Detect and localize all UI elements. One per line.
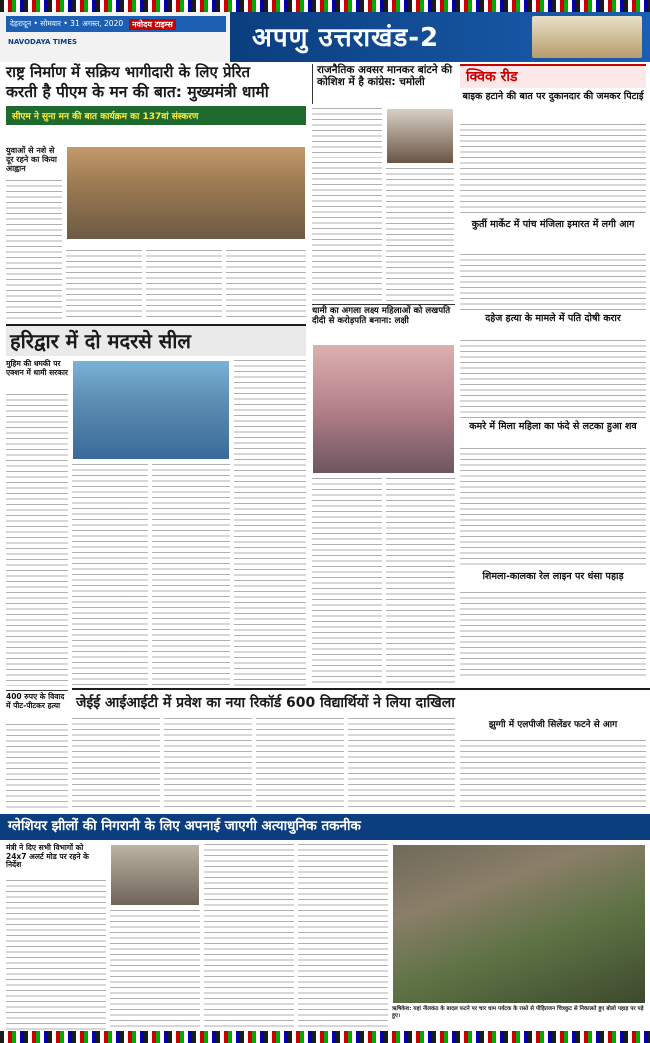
quick-body-4 [460,448,646,568]
lead-kicker: सीएम ने सुना मन की बात कार्यक्रम का 137वां संस्करण [6,106,306,125]
quick-body-6 [460,740,646,810]
quick-headline-6: झुग्गी में एलपीजी सिलेंडर फटने से आग [488,720,618,730]
politics-body-col2 [386,168,454,302]
top-color-bar [0,0,650,12]
madrasa-subhead-box [6,360,68,390]
lead-headline-2: करती है पीएम के मन की बात: मुख्यमंत्री धामी [6,83,269,102]
quick-item-5 [460,572,646,588]
quick-body-3 [460,340,646,418]
glacier-headline: ग्लेशियर झीलों की निगरानी के लिए अपनाई जाएगी अत्याधुनिक तकनीक [8,818,361,835]
lead-story [6,64,306,142]
politics-headline: राजनैतिक अवसर मानकर बांटने की कोशिश में है कांग्रेस: चमोली [317,64,453,89]
lead-body-col2 [146,250,222,320]
politics-body-col1b [312,162,382,302]
politics-portrait [386,108,454,164]
quick-headline-3: दहेज हत्या के मामले में पति दोषी करार [485,313,621,324]
dhami-goal-photo [312,344,455,474]
lead-photo-caption [66,242,306,247]
dhami-goal-headline: धामी का अगला लक्ष्य महिलाओं को लखपति दीदी से करोड़पति बनाना: लक्षी [312,306,451,326]
jee-headline: जेईई आईआईटी में प्रवेश का नया रिकॉर्ड 600 विद्यार्थियों ने लिया दाखिला [76,694,455,711]
dhami-goal-body-col2 [386,478,455,686]
quick-read-header [460,64,646,88]
lead-photo [66,146,306,240]
glacier-body-col3 [204,844,294,1030]
quick-body-1 [460,124,646,216]
temple-photo [532,16,642,58]
glacier-body-col4 [298,844,388,1030]
masthead-left [0,12,232,62]
jee-body-col3 [256,718,344,810]
madrasa-body-col3 [152,464,230,686]
jee-body-col1 [72,718,160,810]
glacier-subhead-box [6,844,106,876]
quick-item-4 [460,422,646,446]
madrasa-headline: हरिद्वार में दो मदरसे सील [10,328,191,353]
masthead [0,12,650,62]
quick-item-2 [460,220,646,250]
masthead-right [232,12,650,62]
quick-read-title: क्विक रीड [466,68,518,85]
glacier-subhead: मंत्री ने दिए सभी विभागों को 24x7 अलर्ट मोड पर रहने के निर्देश [6,843,89,870]
quick-item-6 [460,720,646,736]
murder-body [6,724,68,810]
politics-body-col1 [312,108,382,158]
quick-headline-4: कमरे में मिला महिला का फंदे से लटका हुआ शव [469,421,637,432]
youth-headline: युवाओं से नशे से दूर रहने का किया आह्वान [6,146,57,174]
quick-headline-5: शिमला-कालका रेल लाइन पर धंसा पहाड़ [482,571,624,582]
madrasa-photo [72,360,230,460]
dateline [6,16,226,32]
dateline-text: देहरादून • सोमवार • 31 अगस्त, 2020 [10,19,124,28]
dhami-goal-body-col1 [312,478,382,686]
quick-item-1 [460,92,646,122]
dhami-goal-story [312,304,455,342]
glacier-photo-caption: ऋषिकेश: यहां नीलकंठ के बादल फटने पर चार धाम पर्यटक के रास्ते से पीड़ितजन चित्रकुट से निकालते हुए बोलो पहाड़ पर पड़े हुए। [392,1006,644,1019]
madrasa-body-col4 [234,360,306,686]
politics-story [312,64,455,104]
glacier-body-col2 [110,910,200,1030]
youth-story [6,146,62,176]
glacier-banner [0,814,650,840]
madrasa-body-col2 [72,464,148,686]
murder-headline: 400 रुपए के विवाद में पीट-पीटकर हत्या [6,692,65,710]
quick-headline-1: बाइक हटाने की बात पर दुकानदार की जमकर पिटाई [462,91,644,102]
lead-headline-1: राष्ट्र निर्माण में सक्रिय भागीदारी के लिए प्रेरित [6,63,251,81]
bottom-color-bar [0,1031,650,1043]
quick-body-2 [460,254,646,310]
brand-english: NAVODAYA TIMES [8,38,78,46]
jee-body-col2 [164,718,252,810]
quick-body-5 [460,592,646,680]
section-title: अपणु उत्तराखंड-2 [252,23,440,53]
quick-item-3 [460,314,646,338]
glacier-meeting-photo [110,844,200,906]
madrasa-body-col1 [6,394,68,686]
murder-story [6,690,68,720]
glacier-body-col1 [6,880,106,1030]
quick-headline-2: कुर्ती मार्केट में पांच मंजिला इमारत में लगी आग [471,219,635,230]
lead-body-col3 [226,250,306,320]
jee-body-col4 [348,718,455,810]
brand-logo: नवोदय टाइम्स [129,19,176,30]
jee-banner [72,688,650,716]
youth-body-text [6,180,62,320]
lead-body-col1 [66,250,142,320]
madrasa-banner [6,324,306,356]
madrasa-subhead: मुहिम की धमकी पर एक्शन में धामी सरकार [6,359,68,377]
glacier-flood-photo [392,844,646,1004]
